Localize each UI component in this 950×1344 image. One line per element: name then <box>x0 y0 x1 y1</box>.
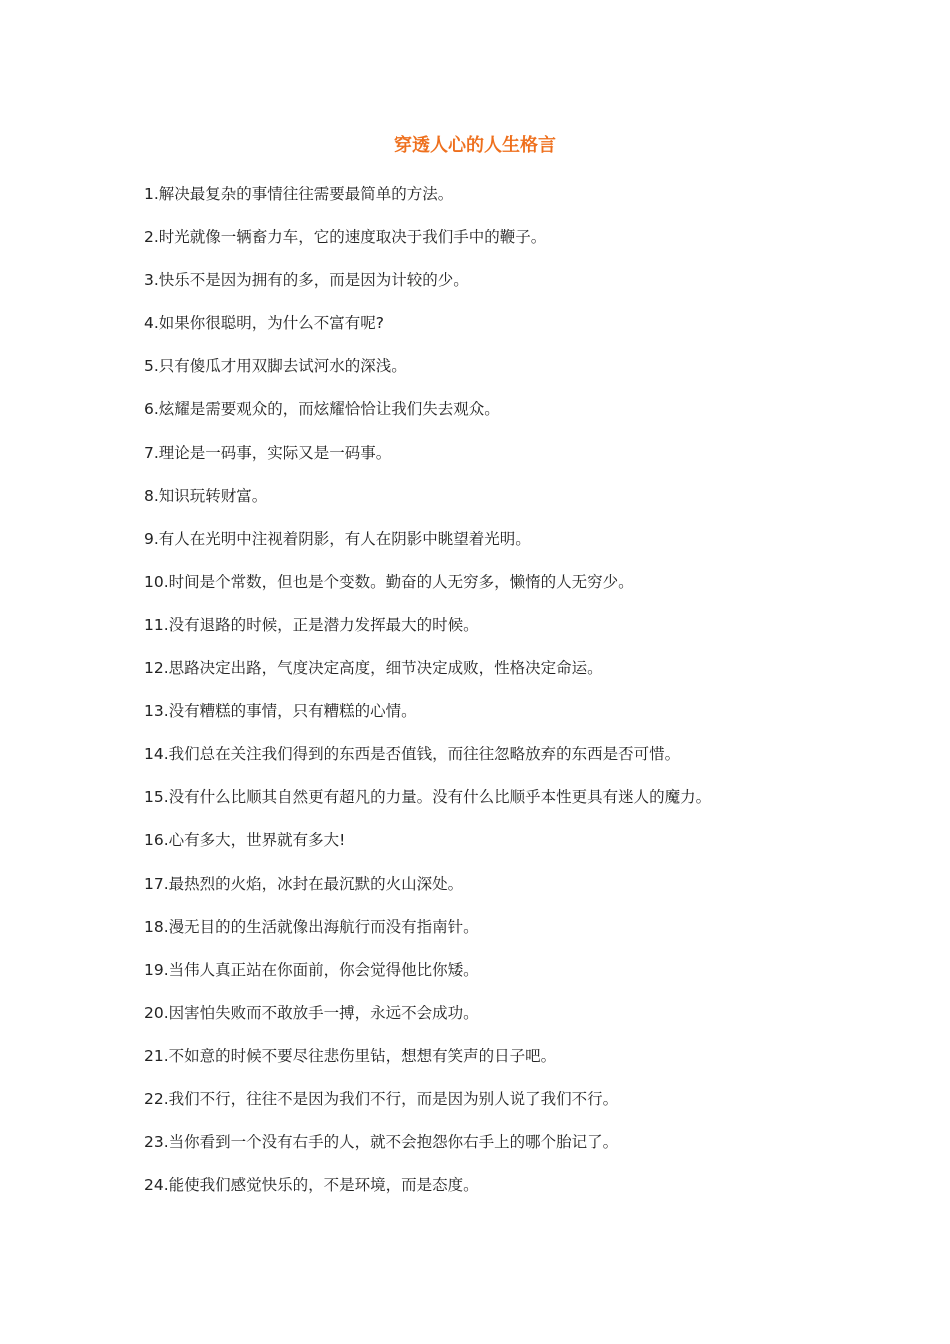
quote-item-10: 10.时间是个常数，但也是个变数。勤奋的人无穷多，懒惰的人无穷少。 <box>144 572 634 591</box>
quote-item-7: 7.理论是一码事，实际又是一码事。 <box>144 443 392 462</box>
quote-item-1: 1.解决最复杂的事情往往需要最简单的方法。 <box>144 185 454 203</box>
quote-item-12: 12.思路决定出路，气度决定高度，细节决定成败，性格决定命运。 <box>144 659 603 678</box>
quote-item-11: 11.没有退路的时候，正是潜力发挥最大的时候。 <box>144 615 479 634</box>
quote-item-9: 9.有人在光明中注视着阴影，有人在阴影中眺望着光明。 <box>144 529 531 548</box>
quote-item-17: 17.最热烈的火焰，冰封在最沉默的火山深处。 <box>144 874 464 893</box>
quote-item-18: 18.漫无目的的生活就像出海航行而没有指南针。 <box>144 917 479 936</box>
quote-item-21: 21.不如意的时候不要尽往悲伤里钻，想想有笑声的日子吧。 <box>144 1046 557 1065</box>
quote-list <box>144 181 844 1215</box>
quote-item-6: 6.炫耀是需要观众的，而炫耀恰恰让我们失去观众。 <box>144 400 500 419</box>
quote-item-22: 22.我们不行，往往不是因为我们不行，而是因为别人说了我们不行。 <box>144 1089 619 1108</box>
quote-item-20: 20.因害怕失败而不敢放手一搏，永远不会成功。 <box>144 1003 479 1022</box>
quote-item-2: 2.时光就像一辆畜力车，它的速度取决于我们手中的鞭子。 <box>144 228 547 247</box>
quote-item-23: 23.当你看到一个没有右手的人，就不会抱怨你右手上的哪个胎记了。 <box>144 1133 619 1152</box>
quote-item-19: 19.当伟人真正站在你面前，你会觉得他比你矮。 <box>144 960 479 979</box>
quote-item-8: 8.知识玩转财富。 <box>144 486 268 505</box>
quote-item-3: 3.快乐不是因为拥有的多，而是因为计较的少。 <box>144 271 469 290</box>
quote-item-13: 13.没有糟糕的事情，只有糟糕的心情。 <box>144 702 417 721</box>
quote-item-16: 16.心有多大，世界就有多大! <box>144 831 346 850</box>
quote-item-15: 15.没有什么比顺其自然更有超凡的力量。没有什么比顺乎本性更具有迷人的魔力。 <box>144 788 712 807</box>
quote-item-24: 24.能使我们感觉快乐的，不是环境，而是态度。 <box>144 1176 479 1195</box>
page-title: 穿透人心的人生格言 <box>394 135 556 157</box>
quote-item-5: 5.只有傻瓜才用双脚去试河水的深浅。 <box>144 357 407 376</box>
quote-item-4: 4.如果你很聪明，为什么不富有呢? <box>144 314 385 333</box>
quote-item-14: 14.我们总在关注我们得到的东西是否值钱，而往往忽略放弃的东西是否可惜。 <box>144 745 681 764</box>
